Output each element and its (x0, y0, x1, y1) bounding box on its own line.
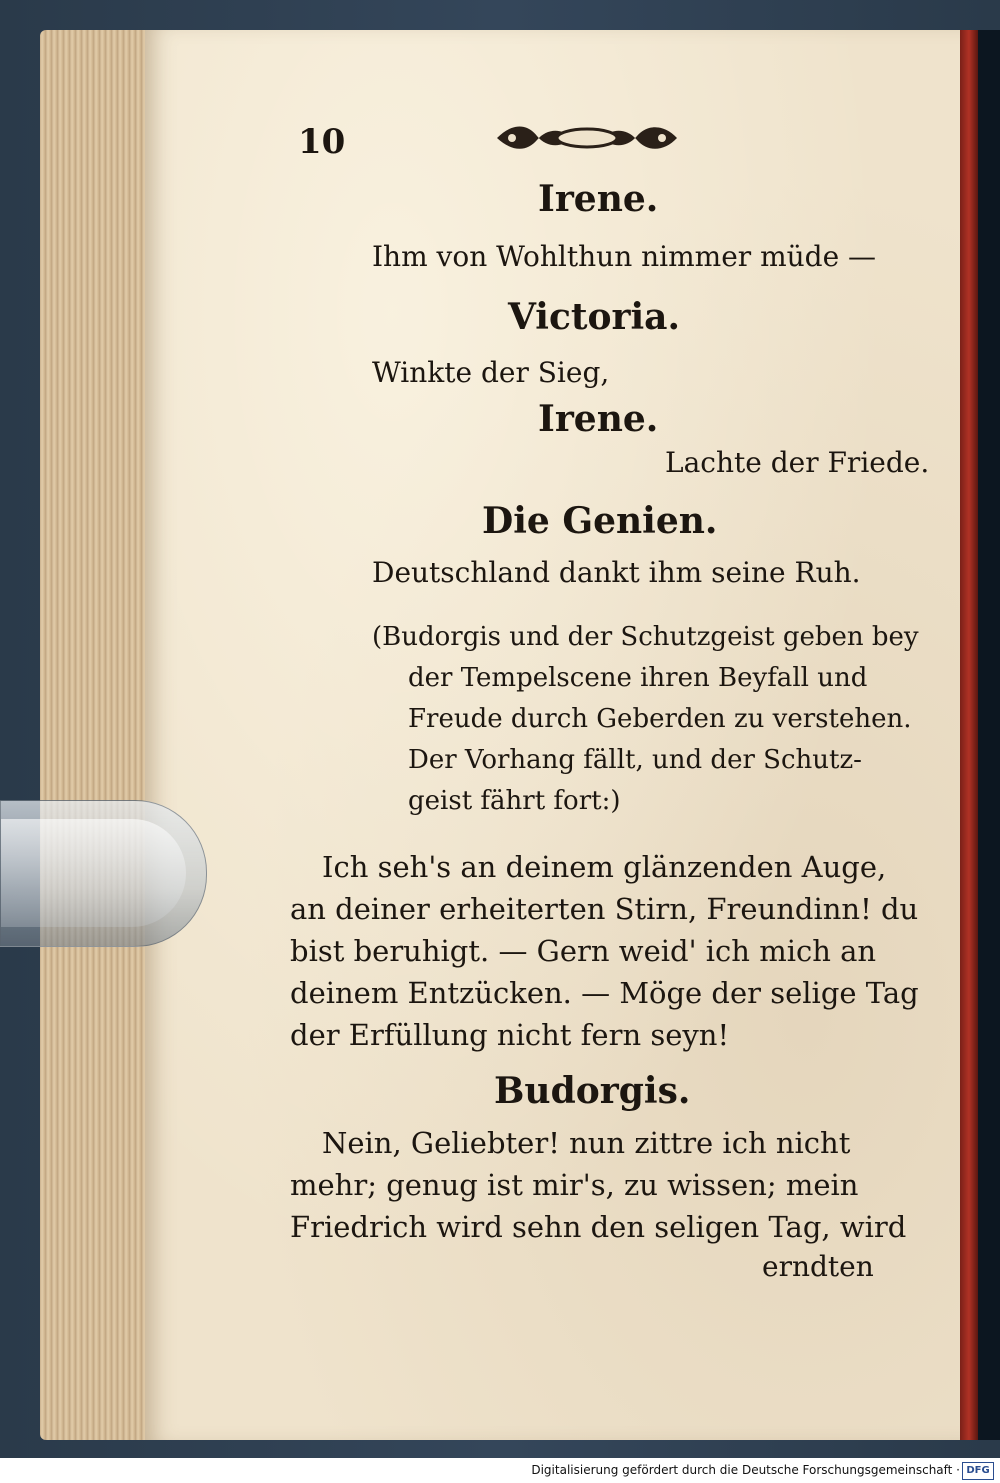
page-number: 10 (298, 122, 346, 162)
speaker-heading-genien: Die Genien. (482, 500, 718, 542)
verse-line: Lachte der Friede. (665, 446, 930, 479)
ornament-icon (492, 118, 682, 158)
catchword: erndten (762, 1250, 874, 1283)
footer-bar (0, 1458, 1000, 1483)
prose-line: mehr; genug ist mir's, zu wissen; mein (290, 1168, 859, 1202)
prose-line: Ich seh's an deinem glänzenden Auge, (322, 850, 887, 884)
glass-page-clip (0, 800, 207, 947)
prose-line: Nein, Geliebter! nun zittre ich nicht (322, 1126, 851, 1160)
dfg-logo-icon[interactable]: DFG (962, 1462, 994, 1480)
footer-credit: Digitalisierung gefördert durch die Deutsche Forschungsgemeinschaft · (531, 1463, 960, 1477)
book-gutter (960, 30, 978, 1440)
glass-page-clip-highlight (1, 819, 186, 927)
verse-line: Winkte der Sieg, (372, 356, 610, 389)
stage-direction-line: geist fährt fort:) (408, 786, 621, 816)
page-edges (40, 30, 150, 1440)
stage-direction-line: der Tempelscene ihren Beyfall und (408, 663, 868, 693)
prose-line: der Erfüllung nicht fern seyn! (290, 1018, 730, 1052)
stage-direction-line: Freude durch Geberden zu verstehen. (408, 704, 912, 734)
prose-line: deinem Entzücken. — Möge der selige Tag (290, 976, 919, 1010)
speaker-heading-victoria: Victoria. (508, 296, 681, 338)
speaker-heading-irene: Irene. (538, 178, 659, 220)
prose-line: an deiner erheiterten Stirn, Freundinn! du (290, 892, 919, 926)
stage-direction-line: Der Vorhang fällt, und der Schutz- (408, 745, 862, 775)
verse-line: Deutschland dankt ihm seine Ruh. (372, 556, 861, 589)
scan-border (978, 30, 1000, 1440)
prose-line: bist beruhigt. — Gern weid' ich mich an (290, 934, 877, 968)
prose-line: Friedrich wird sehn den seligen Tag, wird (290, 1210, 907, 1244)
speaker-heading-irene: Irene. (538, 398, 659, 440)
stage-direction-line: (Budorgis und der Schutzgeist geben bey (372, 622, 919, 652)
speaker-heading-budorgis: Budorgis. (494, 1070, 691, 1112)
verse-line: Ihm von Wohlthun nimmer müde — (372, 240, 877, 273)
